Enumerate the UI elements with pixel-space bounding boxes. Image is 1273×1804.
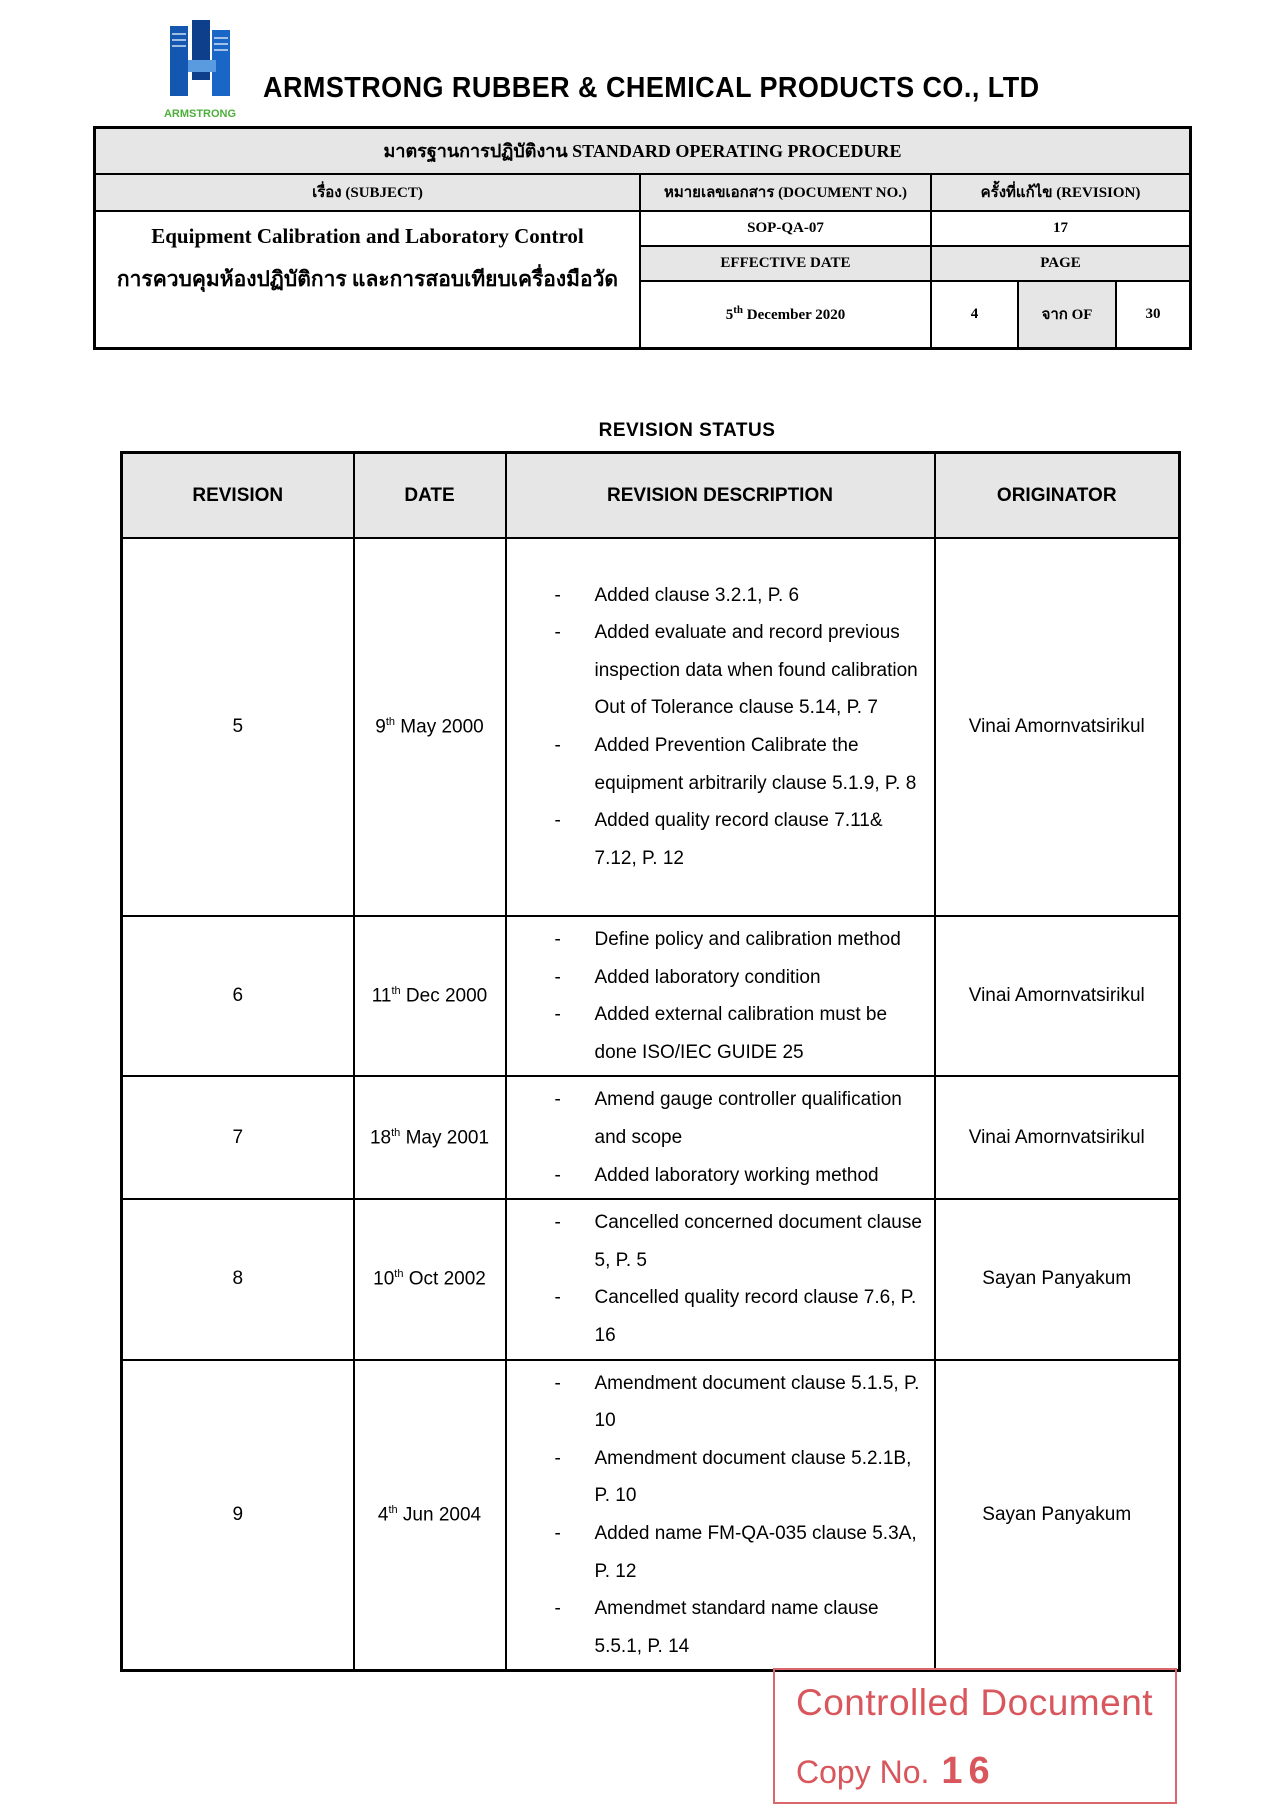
subject-label: เรื่อง (SUBJECT) [95, 174, 641, 211]
date-cell: 9th May 2000 [354, 538, 506, 916]
table-row [122, 1360, 1180, 1671]
revision-cell: 5 [122, 538, 354, 916]
page-label: PAGE [931, 246, 1191, 281]
table-row [122, 538, 1180, 916]
description-cell [506, 1199, 935, 1359]
description-cell [506, 538, 935, 916]
effective-date: 5th December 2020 [640, 281, 931, 349]
doc-no: SOP-QA-07 [640, 211, 931, 246]
description-item: - Added name FM-QA-035 clause 5.3A, P. 12 [595, 1515, 928, 1590]
document-header-table [93, 126, 1192, 350]
revision-number: 17 [931, 211, 1191, 246]
originator-cell: Sayan Panyakum [935, 1199, 1180, 1359]
description-item: - Amend gauge controller qualification and scope [595, 1081, 928, 1156]
svg-text:ARMSTRONG: ARMSTRONG [163, 108, 237, 120]
of-label: จาก OF [1018, 281, 1116, 349]
description-item: - Added laboratory condition [595, 959, 928, 997]
description-item: - Added evaluate and record previous inspection data when found calibration Out of Tolerance clause 5.14, P. 7 [595, 614, 928, 727]
date-cell: 11th Dec 2000 [354, 916, 506, 1076]
description-item: - Added laboratory working method [595, 1157, 928, 1195]
description-item: - Added Prevention Calibrate the equipment arbitrarily clause 5.1.9, P. 8 [595, 727, 928, 802]
revision-cell: 6 [122, 916, 354, 1076]
revision-cell: 8 [122, 1199, 354, 1359]
date-cell: 10th Oct 2002 [354, 1199, 506, 1359]
company-name: ARMSTRONG RUBBER & CHEMICAL PRODUCTS CO., LTD [263, 72, 1040, 104]
table-row [122, 1199, 1180, 1359]
controlled-document-stamp [773, 1668, 1177, 1804]
company-logo [162, 20, 238, 120]
revision-status-title: REVISION STATUS [598, 420, 776, 441]
description-cell [506, 916, 935, 1076]
page-number: 4 [931, 281, 1018, 349]
description-cell [506, 1360, 935, 1671]
col-revision: REVISION [122, 453, 354, 539]
table-row [122, 916, 1180, 1076]
description-item: - Cancelled concerned document clause 5, P. 5 [595, 1204, 928, 1279]
subject-en: Equipment Calibration and Laboratory Control [151, 223, 584, 248]
description-item: - Amendmet standard name clause 5.5.1, P. 14 [595, 1590, 928, 1665]
revision-status-table [120, 451, 1181, 1672]
description-cell [506, 1076, 935, 1199]
description-item: - Cancelled quality record clause 7.6, P. 16 [595, 1279, 928, 1354]
subject-cell [95, 211, 641, 349]
col-originator: ORIGINATOR [935, 453, 1180, 539]
description-item: - Added quality record clause 7.11& 7.12, P. 12 [595, 802, 928, 877]
date-cell: 4th Jun 2004 [354, 1360, 506, 1671]
stamp-copy: Copy No. 16 [796, 1750, 996, 1792]
revision-cell: 7 [122, 1076, 354, 1199]
description-item: - Amendment document clause 5.1.5, P. 10 [595, 1365, 928, 1440]
stamp-title: Controlled Document [796, 1682, 1154, 1723]
originator-cell: Sayan Panyakum [935, 1360, 1180, 1671]
originator-cell: Vinai Amornvatsirikul [935, 1076, 1180, 1199]
total-pages: 30 [1116, 281, 1191, 349]
date-cell: 18th May 2001 [354, 1076, 506, 1199]
subject-th: การควบคุมห้องปฏิบัติการ และการสอบเทียบเครื่องมือวัด [116, 266, 619, 291]
table-row [122, 1076, 1180, 1199]
description-item: - Added external calibration must be done ISO/IEC GUIDE 25 [595, 996, 928, 1071]
description-item: - Define policy and calibration method [595, 921, 928, 959]
copy-number: 16 [941, 1750, 996, 1792]
originator-cell: Vinai Amornvatsirikul [935, 916, 1180, 1076]
sop-title: มาตรฐานการปฏิบัติงาน STANDARD OPERATING PROCEDURE [95, 128, 1191, 174]
col-date: DATE [354, 453, 506, 539]
doc-no-label: หมายเลขเอกสาร (DOCUMENT NO.) [640, 174, 931, 211]
originator-cell: Vinai Amornvatsirikul [935, 538, 1180, 916]
col-description: REVISION DESCRIPTION [506, 453, 935, 539]
description-item: - Added clause 3.2.1, P. 6 [595, 577, 928, 615]
revision-cell: 9 [122, 1360, 354, 1671]
description-item: - Amendment document clause 5.2.1B, P. 10 [595, 1440, 928, 1515]
revision-label: ครั้งที่แก้ไข (REVISION) [931, 174, 1191, 211]
effective-date-label: EFFECTIVE DATE [640, 246, 931, 281]
